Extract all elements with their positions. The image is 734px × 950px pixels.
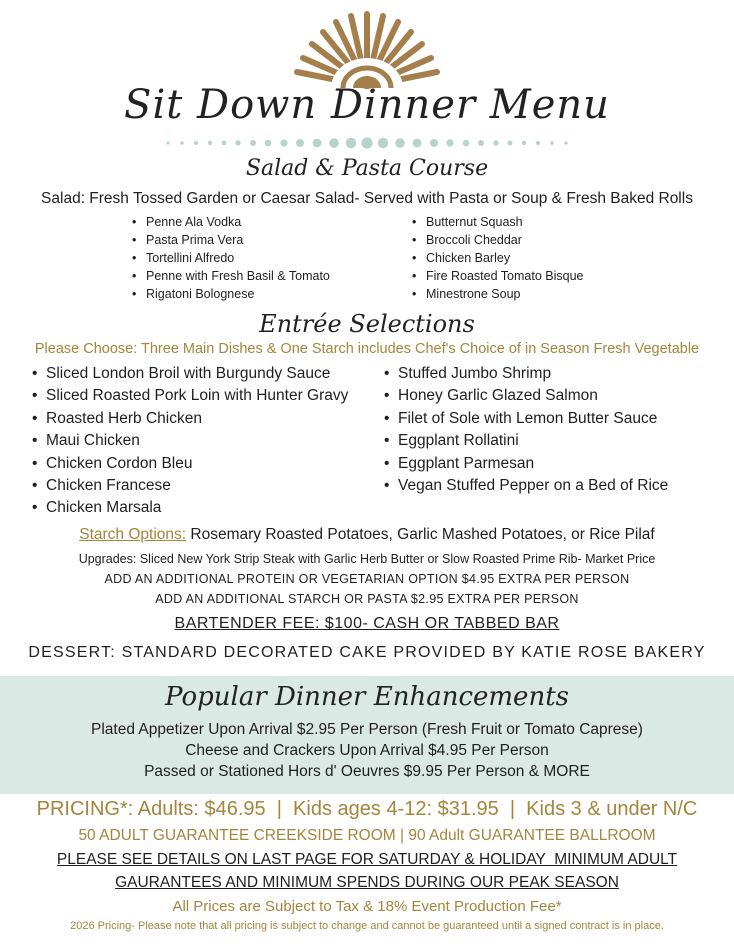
list-item: • Pasta Prima Vera xyxy=(130,231,330,249)
notice-line-1: PLEASE SEE DETAILS ON LAST PAGE FOR SATURDAY & HOLIDAY MINIMUM ADULT xyxy=(56,851,678,868)
add-starch-text: ADD AN ADDITIONAL STARCH OR PASTA $2.95 EXTRA PER PERSON xyxy=(155,592,579,606)
enhancement-item: Plated Appetizer Upon Arrival $2.95 Per Person (Fresh Fruit or Tomato Caprese) xyxy=(91,721,643,738)
list-item: • Fire Roasted Tomato Bisque xyxy=(410,267,584,285)
list-item: • Roasted Herb Chicken xyxy=(30,408,348,430)
salad-pasta-heading: Salad & Pasta Course xyxy=(245,156,489,181)
list-item: • Honey Garlic Glazed Salmon xyxy=(382,385,668,407)
list-item: • Vegan Stuffed Pepper on a Bed of Rice xyxy=(382,475,668,497)
enhancements-heading: Popular Dinner Enhancements xyxy=(165,682,569,712)
list-item: • Stuffed Jumbo Shrimp xyxy=(382,363,668,385)
list-item: • Chicken Francese xyxy=(30,475,348,497)
list-item: • Rigatoni Bolognese xyxy=(130,285,330,303)
list-item: • Tortellini Alfredo xyxy=(130,249,330,267)
list-item: • Chicken Cordon Bleu xyxy=(30,453,348,475)
entree-list-right xyxy=(382,363,668,497)
guarantee-line: 50 ADULT GUARANTEE CREEKSIDE ROOM | 90 Adult GUARANTEE BALLROOM xyxy=(78,827,656,844)
list-item: • Eggplant Parmesan xyxy=(382,453,668,475)
salad-intro: Salad: Fresh Tossed Garden or Caesar Salad- Served with Pasta or Soup & Fresh Baked Rolls xyxy=(41,190,693,207)
list-item: • Sliced Roasted Pork Loin with Hunter Gravy xyxy=(30,385,348,407)
entree-instruction: Please Choose: Three Main Dishes & One Starch includes Chef's Choice of in Season Fresh Vegetable xyxy=(34,341,700,357)
page-title: Sit Down Dinner Menu xyxy=(124,82,610,128)
add-protein-text: ADD AN ADDITIONAL PROTEIN OR VEGETARIAN OPTION $4.95 EXTRA PER PERSON xyxy=(104,572,630,586)
list-item: • Filet of Sole with Lemon Butter Sauce xyxy=(382,408,668,430)
dotted-divider xyxy=(160,133,574,153)
entree-list-left xyxy=(30,363,348,520)
dessert-text: DESSERT: STANDARD DECORATED CAKE PROVIDED BY KATIE ROSE BAKERY xyxy=(28,644,706,661)
list-item: • Butternut Squash xyxy=(410,213,584,231)
pasta-list xyxy=(130,213,330,303)
pricing-line: PRICING*: Adults: $46.95 | Kids ages 4-12: $31.95 | Kids 3 & under N/C xyxy=(36,798,698,820)
entree-heading: Entrée Selections xyxy=(259,310,475,338)
list-item: • Penne with Fresh Basil & Tomato xyxy=(130,267,330,285)
disclaimer-line: 2026 Pricing- Please note that all pricing is subject to change and cannot be guaranteed until a signed contract is in place. xyxy=(70,920,664,932)
enhancement-item: Passed or Stationed Hors d' Oeuvres $9.95 Per Person & MORE xyxy=(144,763,590,780)
bartender-fee: BARTENDER FEE: $100- CASH OR TABBED BAR xyxy=(174,615,560,632)
list-item: • Chicken Marsala xyxy=(30,497,348,519)
list-item: • Minestrone Soup xyxy=(410,285,584,303)
soup-list xyxy=(410,213,584,303)
list-item: • Maui Chicken xyxy=(30,430,348,452)
upgrades-text: Upgrades: Sliced New York Strip Steak with Garlic Herb Butter or Slow Roasted Prime Rib- Market Price xyxy=(78,552,656,566)
starch-label: Starch Options: xyxy=(79,526,187,543)
list-item: • Sliced London Broil with Burgundy Sauce xyxy=(30,363,348,385)
starch-text: Rosemary Roasted Potatoes, Garlic Mashed Potatoes, or Rice Pilaf xyxy=(186,526,655,543)
tax-line: All Prices are Subject to Tax & 18% Event Production Fee* xyxy=(172,898,562,915)
enhancement-item: Cheese and Crackers Upon Arrival $4.95 Per Person xyxy=(185,742,549,759)
sunburst-logo-icon xyxy=(287,8,447,90)
list-item: • Eggplant Rollatini xyxy=(382,430,668,452)
notice-line-2: GAURANTEES AND MINIMUM SPENDS DURING OUR PEAK SEASON xyxy=(115,874,619,891)
starch-options xyxy=(0,526,734,544)
list-item: • Penne Ala Vodka xyxy=(130,213,330,231)
list-item: • Chicken Barley xyxy=(410,249,584,267)
list-item: • Broccoli Cheddar xyxy=(410,231,584,249)
